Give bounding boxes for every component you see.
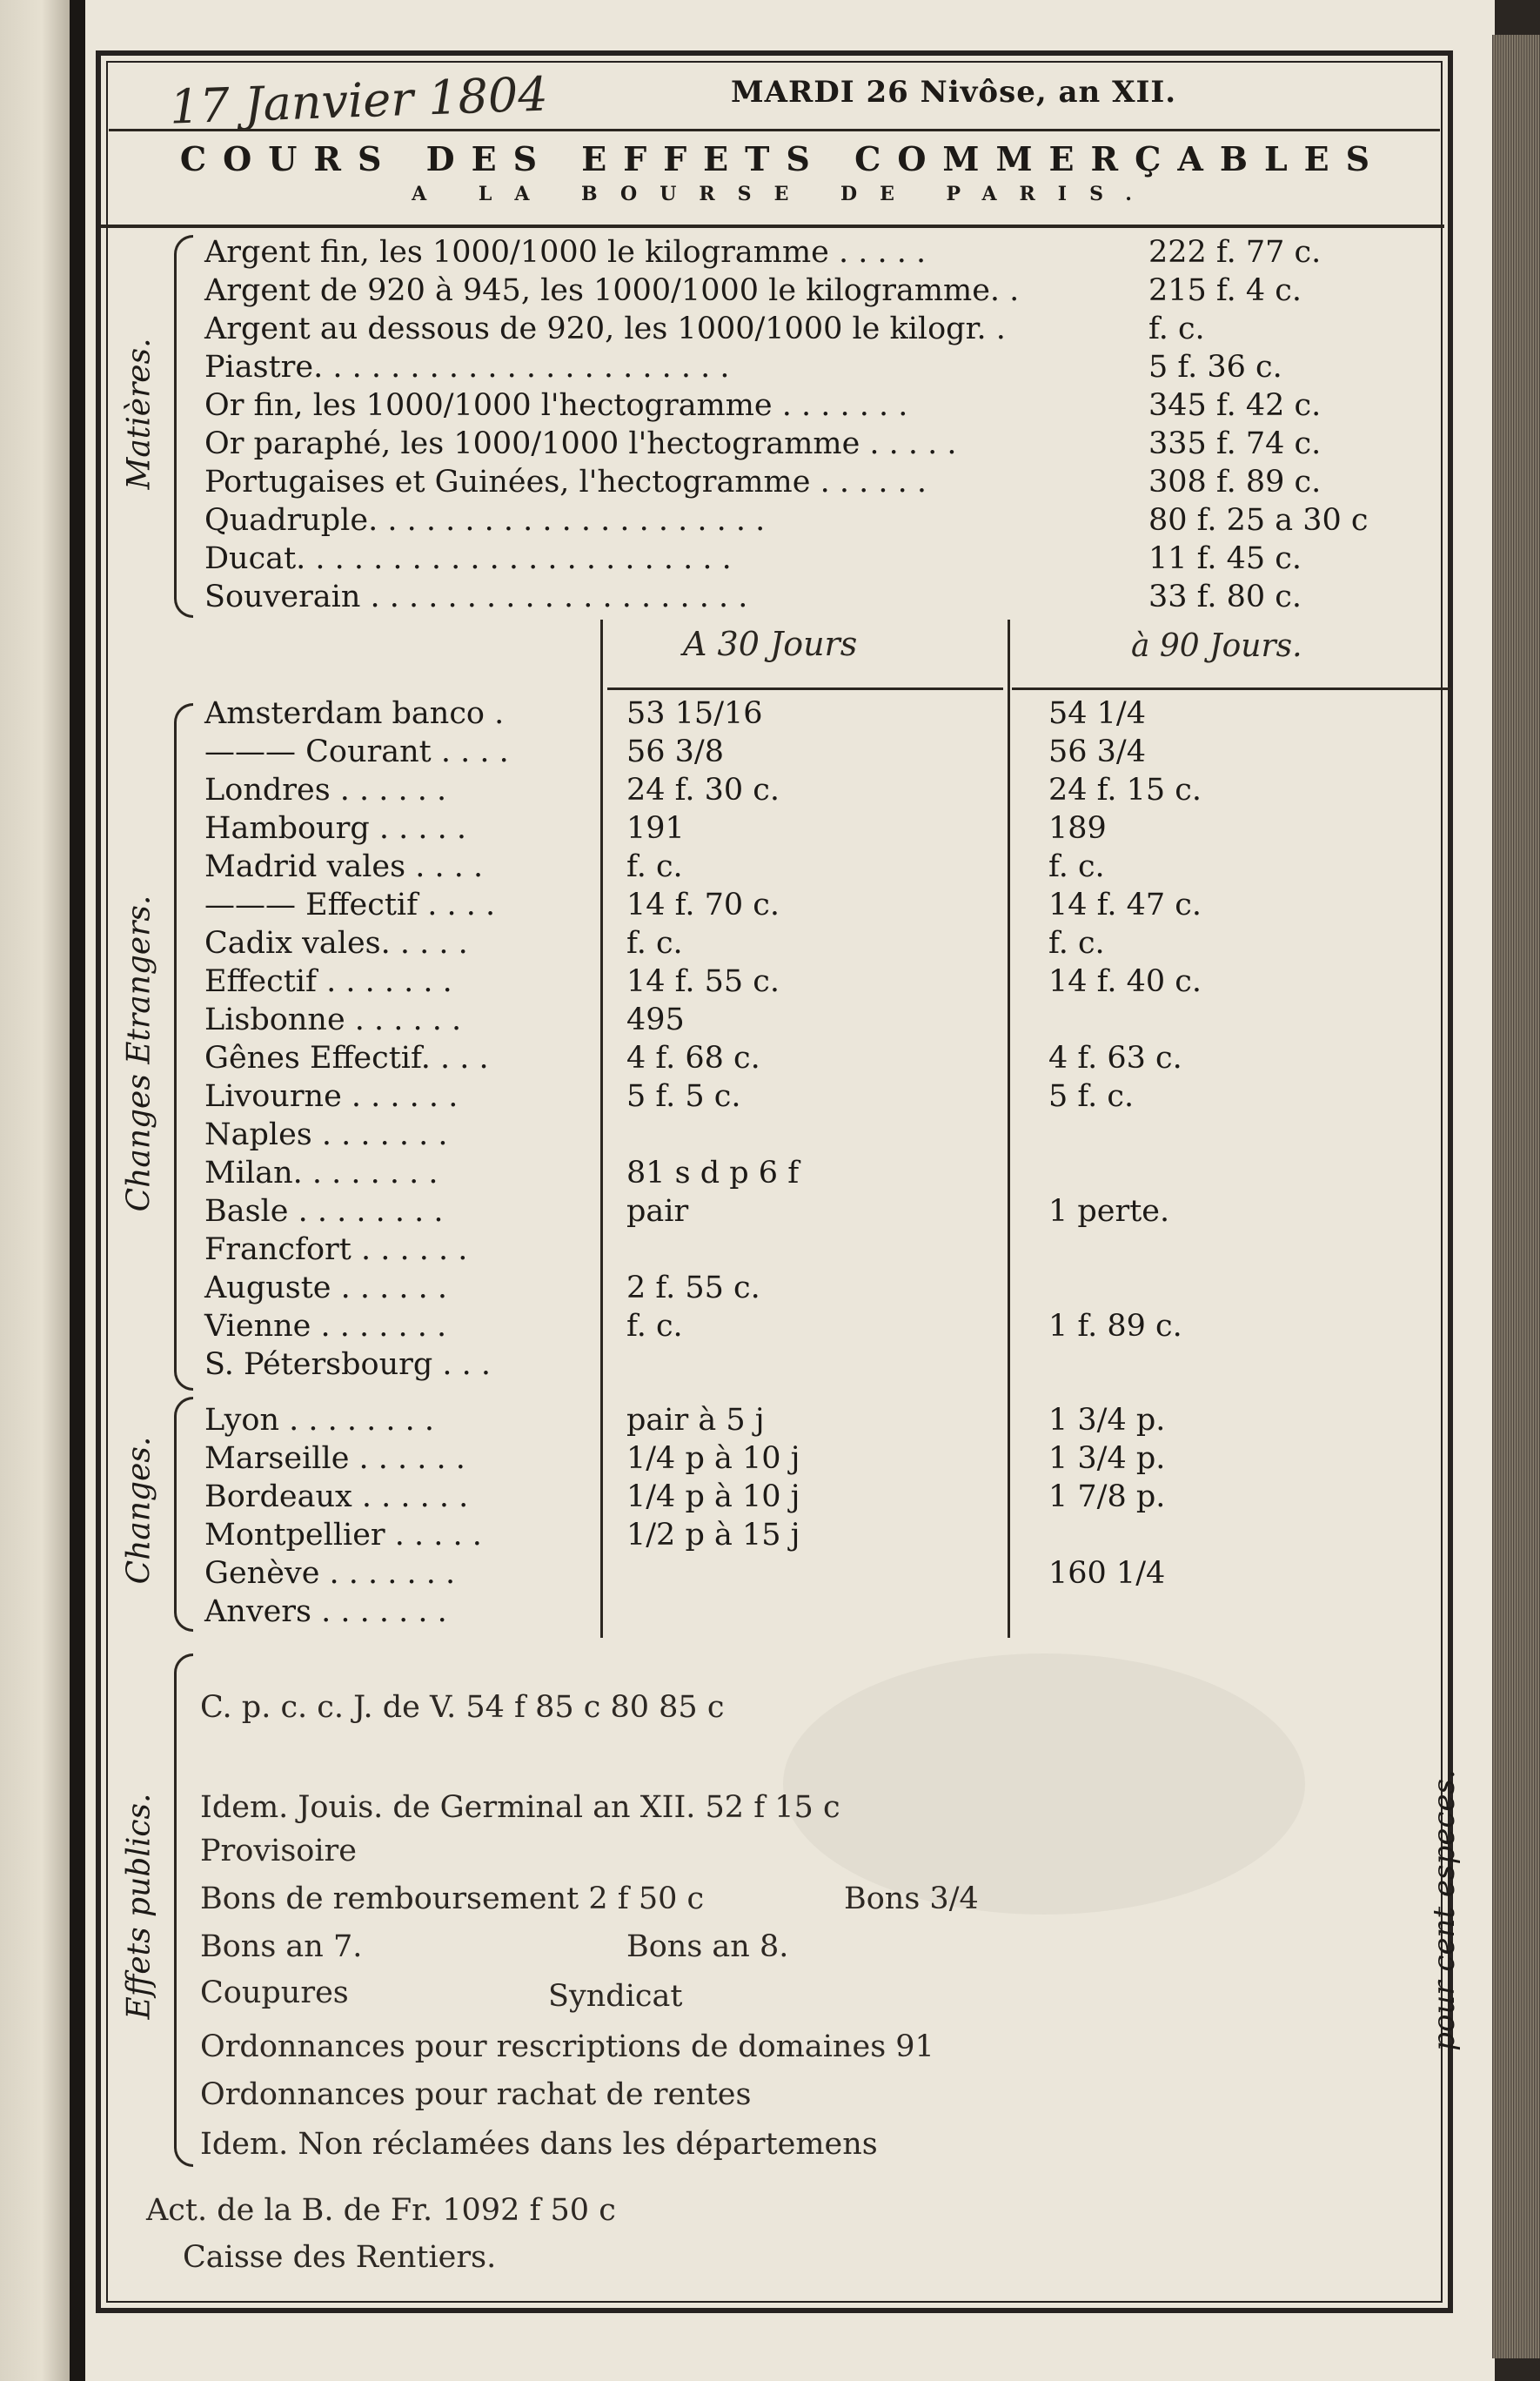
change-rate-90-jours: 1 f. 89 c. [1048,1309,1182,1344]
effet-line-ordonnances-rachat: Ordonnances pour rachat de rentes [200,2077,752,2112]
change-rate-30-jours: pair [626,1194,689,1229]
change-rate-90-jours: 1 7/8 p. [1048,1479,1166,1514]
change-rate-30-jours: 191 [626,811,685,846]
column-divider-right [1008,620,1010,1638]
handwritten-date: 17 Janvier 1804 [169,66,549,135]
change-place: ——— Courant . . . . [204,734,509,769]
title-rule [100,225,1444,228]
matiere-label: Portugaises et Guinées, l'hectogramme . . . . . . [204,465,927,500]
matiere-label: Argent au dessous de 920, les 1000/1000 le kilogr. . [204,312,1006,346]
change-place: Anvers . . . . . . . [204,1594,447,1629]
page-subtitle: A LA BOURSE DE PARIS. [412,183,1155,205]
changes-brace [174,1397,193,1632]
change-place: Lyon . . . . . . . . [204,1403,435,1438]
change-place: Madrid vales . . . . [204,849,484,884]
change-rate-90-jours: 14 f. 40 c. [1048,964,1202,999]
change-rate-90-jours: 160 1/4 [1048,1556,1166,1591]
section-label-changes-etrangers: Changes Etrangers. [121,895,157,1212]
change-rate-30-jours: 24 f. 30 c. [626,773,780,808]
change-place: Francfort . . . . . . [204,1232,468,1267]
etrangers-brace [174,703,193,1391]
effet-line-syndicat: Syndicat [548,1979,683,2014]
matiere-label: Quadruple. . . . . . . . . . . . . . . . . . . . . [204,503,766,538]
change-rate-30-jours: f. c. [626,1309,683,1344]
matiere-label: Souverain . . . . . . . . . . . . . . . . . . . . [204,580,748,614]
change-place: Hambourg . . . . . [204,811,466,846]
change-rate-30-jours: 2 f. 55 c. [626,1271,760,1305]
change-place: ——— Effectif . . . . [204,888,496,922]
matiere-price: 335 f. 74 c. [1148,426,1322,461]
change-place: Basle . . . . . . . . [204,1194,444,1229]
matiere-price: 345 f. 42 c. [1148,388,1322,423]
change-rate-30-jours: pair à 5 j [626,1403,765,1438]
footer-caisse-rentiers: Caisse des Rentiers. [183,2240,497,2275]
matiere-price: 222 f. 77 c. [1148,235,1322,270]
matiere-price: 308 f. 89 c. [1148,465,1322,500]
change-place: Montpellier . . . . . [204,1518,482,1553]
change-place: Effectif . . . . . . . [204,964,452,999]
column-header-rule-30 [607,687,1003,690]
change-place: S. Pétersbourg . . . [204,1347,492,1382]
effet-line-bons-remboursement: Bons de remboursement 2 f 50 c [200,1881,705,1916]
footer-act-banque: Act. de la B. de Fr. 1092 f 50 c [146,2193,616,2228]
side-label-pour-cent: pour cent especes. [1427,1769,1462,2051]
matiere-price: 80 f. 25 a 30 c [1148,503,1369,538]
effets-brace [174,1653,193,2167]
column-header-90-jours: à 90 Jours. [1131,628,1302,664]
effet-line-bons-an-7: Bons an 7. [200,1929,363,1964]
change-place: Vienne . . . . . . . [204,1309,447,1344]
change-rate-30-jours: 4 f. 68 c. [626,1041,760,1076]
effet-line-idem-non-reclamees: Idem. Non réclamées dans les départemens [200,2127,878,2162]
change-rate-30-jours: 1/4 p à 10 j [626,1441,800,1476]
facing-page-edge [0,0,70,2381]
change-rate-90-jours: 14 f. 47 c. [1048,888,1202,922]
matiere-label: Argent de 920 à 945, les 1000/1000 le kilogramme. . [204,273,1020,308]
header-rule [109,129,1440,131]
matiere-label: Argent fin, les 1000/1000 le kilogramme . . . . . [204,235,927,270]
section-label-effets-publics: Effets publics. [121,1793,157,2020]
change-rate-90-jours: 1 perte. [1048,1194,1170,1229]
matiere-price: f. c. [1148,312,1205,346]
change-place: Gênes Effectif. . . . [204,1041,489,1076]
effet-line-bons-an-8: Bons an 8. [626,1929,789,1964]
change-rate-90-jours: 54 1/4 [1048,696,1146,731]
effet-line-cpcc: C. p. c. c. J. de V. 54 f 85 c 80 85 c [200,1690,725,1725]
change-place: Marseille . . . . . . [204,1441,465,1476]
matiere-price: 33 f. 80 c. [1148,580,1302,614]
change-rate-30-jours: 56 3/8 [626,734,724,769]
change-rate-30-jours: 495 [626,1003,685,1037]
change-rate-90-jours: f. c. [1048,849,1105,884]
matiere-price: 11 f. 45 c. [1148,541,1302,576]
change-place: Naples . . . . . . . [204,1117,448,1152]
change-place: Cadix vales. . . . . [204,926,468,961]
section-label-changes: Changes. [121,1436,157,1585]
effet-line-bons-3-4: Bons 3/4 [844,1881,979,1916]
effet-line-provisoire: Provisoire [200,1834,357,1868]
change-rate-90-jours: 5 f. c. [1048,1079,1135,1114]
change-rate-90-jours: 4 f. 63 c. [1048,1041,1182,1076]
column-header-30-jours: A 30 Jours [683,625,858,663]
matiere-price: 5 f. 36 c. [1148,350,1282,385]
change-rate-90-jours: 56 3/4 [1048,734,1146,769]
change-rate-90-jours: 1 3/4 p. [1048,1441,1166,1476]
change-place: Livourne . . . . . . [204,1079,459,1114]
change-rate-30-jours: 1/2 p à 15 j [626,1518,800,1553]
matieres-brace [174,235,193,618]
day-line: MARDI 26 Nivôse, an XII. [731,75,1177,110]
matiere-label: Piastre. . . . . . . . . . . . . . . . . . . . . . [204,350,730,385]
column-header-rule-90 [1012,687,1451,690]
page-title: COURS DES EFFETS COMMERÇABLES [179,139,1387,178]
change-place: Lisbonne . . . . . . [204,1003,462,1037]
change-rate-30-jours: f. c. [626,849,683,884]
page-stack-edges [1492,35,1540,2358]
matiere-label: Ducat. . . . . . . . . . . . . . . . . . . . . . . [204,541,732,576]
change-place: Milan. . . . . . . . [204,1156,439,1190]
change-rate-30-jours: 5 f. 5 c. [626,1079,741,1114]
change-place: Bordeaux . . . . . . [204,1479,469,1514]
effet-line-idem-jouis: Idem. Jouis. de Germinal an XII. 52 f 15 c [200,1790,840,1825]
change-rate-30-jours: 1/4 p à 10 j [626,1479,800,1514]
change-place: Londres . . . . . . [204,773,447,808]
change-rate-90-jours: f. c. [1048,926,1105,961]
change-rate-30-jours: 14 f. 55 c. [626,964,780,999]
section-label-matieres: Matières. [121,338,157,490]
change-rate-30-jours: f. c. [626,926,683,961]
change-rate-30-jours: 53 15/16 [626,696,763,731]
change-rate-90-jours: 24 f. 15 c. [1048,773,1202,808]
change-rate-30-jours: 14 f. 70 c. [626,888,780,922]
change-rate-90-jours: 189 [1048,811,1107,846]
change-place: Auguste . . . . . . [204,1271,448,1305]
change-place: Genève . . . . . . . [204,1556,456,1591]
change-rate-30-jours: 81 s d p 6 f [626,1156,800,1190]
change-rate-90-jours: 1 3/4 p. [1048,1403,1166,1438]
book-gutter [70,0,85,2381]
matiere-label: Or paraphé, les 1000/1000 l'hectogramme . . . . . [204,426,957,461]
column-divider-left [600,620,603,1638]
effet-line-coupures: Coupures [200,1975,349,2010]
change-place: Amsterdam banco . [204,696,505,731]
matiere-label: Or fin, les 1000/1000 l'hectogramme . . . . . . . [204,388,908,423]
effet-line-ordonnances-rescriptions: Ordonnances pour rescriptions de domaines 91 [200,2029,934,2064]
matiere-price: 215 f. 4 c. [1148,273,1302,308]
